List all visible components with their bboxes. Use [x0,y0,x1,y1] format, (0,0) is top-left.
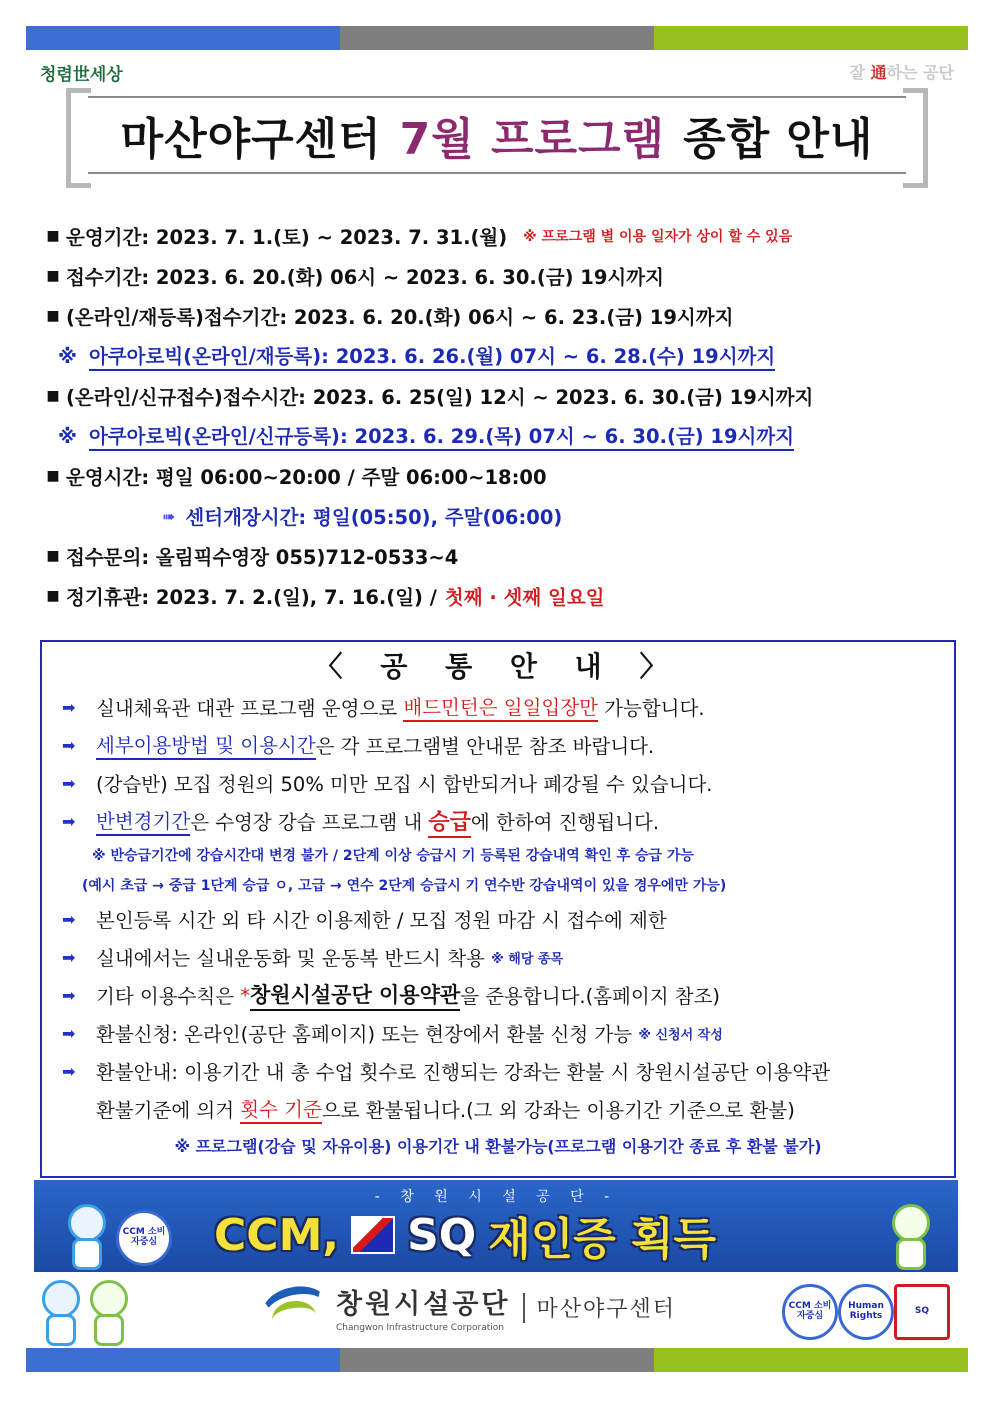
star-icon: * [240,983,251,1007]
arrow-icon: ➡ [62,735,76,755]
sq-flag-icon [351,1216,395,1254]
notice-item: ➡ 실내체육관 대관 프로그램 운영으로 배드민턴은 일일입장만 가능합니다. [42,688,954,726]
notice-item: ➡ 반변경기간 은 수영장 강습 프로그램 내 승급 에 한하여 진행됩니다. [42,802,954,840]
arrow-icon: ➡ [62,697,76,717]
info-online-new: ■ (온라인/신규접수)접수시간: 2023. 6. 25(일) 12시 ~ 2023. 6. 30.(금) 19시까지 [46,386,814,409]
footer [26,1276,968,1344]
arrow-icon: ➡ [62,1023,76,1043]
human-rights-badge-icon: Human Rights [838,1284,894,1340]
org-emblem-icon [262,1283,324,1333]
notice-subnote: ※ 반승급기간에 강습시간대 변경 불가 / 2단계 이상 승급시 기 등록된 강습내역 확인 후 승급 가능 [92,848,694,864]
notice-item: ➡ 세부이용방법 및 이용시간 은 각 프로그램별 안내문 참조 바랍니다. [42,726,954,764]
common-notice-box [40,640,956,1178]
arrow-icon: ➡ [62,811,76,831]
mascot-icon [62,1204,106,1266]
org-name-en: Changwon Infrastructure Corporation [336,1323,504,1333]
banner-headline: CCM, SQ 재인증 획득 [214,1209,717,1265]
info-aqua-rereg: ※ 아쿠아로빅(온라인/재등록): 2023. 6. 26.(월) 07시 ~ 6. 28.(수) 19시까지 [40,336,960,376]
notice-item: ➡ (강습반) 모집 정원의 50% 미만 모집 시 합반되거나 폐강될 수 있습니다. [62,773,713,796]
org-name: 창원시설공단 [336,1289,511,1320]
arrow-icon: ➡ [62,909,76,929]
arrow-icon: ➠ [162,506,176,526]
ccm-badge-icon: CCM 소비자중심 [116,1210,172,1266]
mascot-icon [886,1204,930,1266]
refund-footnote: ※ 프로그램(강습 및 자유이용) 이용기간 내 환불가능(프로그램 이용기간 종료 후 환불 불가) [174,1136,822,1156]
arrow-icon: ➡ [62,1061,76,1081]
info-hours: ■ 운영시간: 평일 06:00~20:00 / 주말 06:00~18:00 [46,466,547,489]
bottom-color-stripe [26,1348,968,1372]
info-section [40,216,960,616]
info-open-hours: ➠ 센터개장시간: 평일(05:50), 주말(06:00) [162,506,563,529]
notice-subnote: (예시 초급 → 중급 1단계 승급 ㅇ, 고급 → 연수 2단계 승급시 기 연수반 강습내역이 있을 경우에만 가능) [82,878,727,894]
ccm-badge-icon: CCM 소비자중심 [782,1284,838,1340]
arrow-icon: ➡ [62,985,76,1005]
org-logo [262,1282,676,1333]
info-period: ■ 운영기간: 2023. 7. 1.(토) ~ 2023. 7. 31.(월) ※ 프로그램 별 이용 일자가 상이 할 수 있음 [46,226,793,249]
integrity-logo: 청렴世세상 [40,65,123,85]
ccm-banner [34,1180,958,1272]
page-title: 마산야구센터 7월 프로그램 종합 안내 [88,96,906,174]
center-name: 마산야구센터 [536,1297,677,1322]
slogan-logo: 잘 通하는 공단 [849,63,954,82]
info-aqua-new: ※ 아쿠아로빅(온라인/신규등록): 2023. 6. 29.(목) 07시 ~ 6. 30.(금) 19시까지 [40,416,960,456]
sq-badge-icon: SQ [894,1284,950,1340]
info-closed: ■ 정기휴관: 2023. 7. 2.(일), 7. 16.(일) / 첫째 · 셋째 일요일 [46,586,605,609]
mascot-icon [36,1280,80,1342]
poster-page [26,26,968,1374]
notice-item: ➡ 본인등록 시간 외 타 시간 이용제한 / 모집 정원 마감 시 접수에 제한 [62,909,667,932]
notice-item: ➡ 환불안내: 이용기간 내 총 수업 횟수로 진행되는 강좌는 환불 시 창원시설공단 이용약관 [62,1061,831,1084]
info-online-rereg: ■ (온라인/재등록)접수기간: 2023. 6. 20.(화) 06시 ~ 6. 23.(금) 19시까지 [46,306,734,329]
notice-item: ➡ 기타 이용수칙은 * 창원시설공단 이용약관 을 준용합니다.(홈페이지 참조) [42,976,954,1014]
banner-subtitle: - 창 원 시 설 공 단 - [374,1189,618,1205]
notice-item-continued: 환불기준에 의거 횟수 기준 으로 환불됩니다.(그 외 강좌는 이용기간 기준으로 환불) [42,1090,954,1128]
mascot-icon [84,1280,128,1342]
common-notice-heading: 〈 공 통 안 내 〉 [314,650,682,683]
title-frame [66,88,928,182]
top-color-stripe [26,26,968,50]
arrow-icon: ➡ [62,773,76,793]
arrow-icon: ➡ [62,947,76,967]
info-contact: ■ 접수문의: 올림픽수영장 055)712-0533~4 [46,546,459,569]
notice-item: ➡ 환불신청: 온라인(공단 홈페이지) 또는 현장에서 환불 신청 가능 ※ 신청서 작성 [62,1023,723,1046]
info-reception: ■ 접수기간: 2023. 6. 20.(화) 06시 ~ 2023. 6. 30.(금) 19시까지 [46,266,664,289]
notice-item: ➡ 실내에서는 실내운동화 및 운동복 반드시 착용 ※ 해당 종목 [62,947,564,970]
